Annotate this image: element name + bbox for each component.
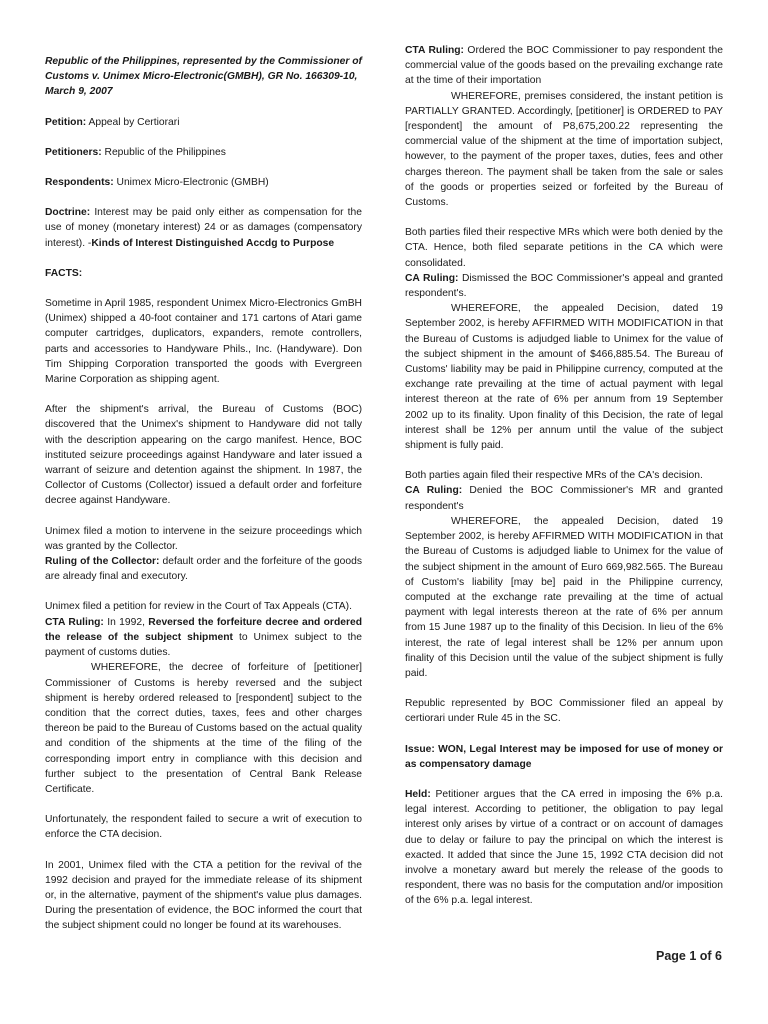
respondents-value: Unimex Micro-Electronic (GMBH) bbox=[113, 177, 269, 189]
cta-ruling-1-text-b: to Unimex subject to the payment of customs duties. bbox=[45, 631, 362, 659]
facts-paragraph-1: Sometime in April 1985, respondent Unimex Micro-Electronics GmBH (Unimex) shipped a 40-foot container and 171 cartons of Atari game computer cartridges, duplicators, expanders, remote controllers, parts and accessories to Handyware Phils., Inc. (Handyware). Don Tim Shipping Corporation transported the goods with Evergreen Marine Corporation as shipping agent. bbox=[45, 298, 362, 386]
issue-label: Issue: bbox=[405, 743, 435, 755]
left-column bbox=[45, 54, 362, 934]
ca-ruling-1 bbox=[405, 271, 723, 301]
facts-heading-text: FACTS: bbox=[45, 267, 83, 279]
ca-ruling-2-wherefore: WHEREFORE, the appealed Decision, dated 19 September 2002, is hereby AFFIRMED WITH MODIFICATION in that the Bureau of Customs is adjudged liable to Unimex for the value of the subject shipment in the amount of Euro 669,982.565. The Bureau of Custom's liability [may be] paid in the Philippine currency, computed at the exchange rate prevailing at the time of actual payment with legal interests thereon at the rate of 6% per annum from 15 June 1987 up to the finality of this Decision. In lieu of the 6% interest, the rate of legal interest shall be 12% per annum upon finality of this Decision until the value of the subject shipment is fully paid. bbox=[405, 515, 723, 679]
held-paragraph bbox=[405, 787, 723, 909]
page-number: Page 1 of 6 bbox=[656, 949, 722, 963]
cta-ruling-1-label: CTA Ruling: bbox=[45, 616, 104, 628]
ca-ruling-2 bbox=[405, 483, 723, 513]
collector-ruling bbox=[45, 554, 362, 584]
petitioners-label: Petitioners: bbox=[45, 146, 102, 158]
held-text: Petitioner argues that the CA erred in imposing the 6% p.a. legal interest. According to petitioner, the obligation to pay legal interest only arises by virtue of a contract or on account of damages due to delay or failure to pay the principal on which the interest is exacted. It added that since the June 15, 1992 CTA decision did not involve a monetary award but merely the release of the goods to respondent, there was no basis for the computation and/or imposition of the 6% p.a. legal interest. bbox=[405, 788, 723, 907]
cta-ruling-1-text-a: In 1992, bbox=[103, 616, 149, 628]
cta-ruling-1 bbox=[45, 615, 362, 661]
facts-paragraph-4: Unimex filed a petition for review in the Court of Tax Appeals (CTA). bbox=[45, 601, 352, 613]
issue-paragraph bbox=[405, 742, 723, 772]
ca-ruling-1-wherefore: WHEREFORE, the appealed Decision, dated 19 September 2002, is hereby AFFIRMED WITH MODIFICATION in that the Bureau of Customs is adjudged liable to Unimex for the value of the subject shipment in the amount of $466,885.54. The Bureau of Customs' liability may be paid in Philippine currency, computed at the exchange rate prevailing at the time of actual payment with legal interest thereon at the rate of 6% per annum from 19 September 2002 up to its finality. Upon finality of this Decision, the rate of legal interest shall be 12% per annum until the value of the subject shipment is fully paid. bbox=[405, 303, 723, 452]
doctrine-label: Doctrine: bbox=[45, 207, 91, 219]
petition-label: Petition: bbox=[45, 116, 87, 128]
issue-text: WON, Legal Interest may be imposed for use of money or as compensatory damage bbox=[405, 743, 723, 770]
cta-ruling-1-bold: Reversed the forfeiture decree and ordered the release of the subject shipment bbox=[45, 616, 362, 643]
case-title: Republic of the Philippines, represented by the Commissioner of Customs v. Unimex Micro-Electronic(GMBH), GR No. 166309-10, March 9, 2007 bbox=[45, 56, 362, 98]
right-column bbox=[405, 43, 723, 909]
facts-paragraph-3: Unimex filed a motion to intervene in the seizure proceedings which was granted by the Collector. bbox=[45, 525, 362, 552]
appeal-paragraph: Republic represented by BOC Commissioner filed an appeal by certiorari under Rule 45 in the SC. bbox=[405, 698, 723, 725]
cta-ruling-2 bbox=[405, 43, 723, 89]
doctrine-text: Interest may be paid only either as compensation for the use of money (monetary interest) 24 or as damages (compensatory interest). - bbox=[45, 207, 362, 249]
ca-ruling-2-text: Denied the BOC Commissioner's MR and granted respondent's bbox=[405, 485, 723, 512]
petitioners-line bbox=[45, 145, 362, 160]
mr-paragraph-1: Both parties filed their respective MRs which were both denied by the CTA. Hence, both filed separate petitions in the CA which were consolidated. bbox=[405, 227, 723, 269]
respondents-label: Respondents: bbox=[45, 177, 114, 189]
collector-label: Ruling of the Collector: bbox=[45, 556, 160, 568]
cta-ruling-2-label: CTA Ruling: bbox=[405, 45, 464, 56]
ca-ruling-1-label: CA Ruling: bbox=[405, 272, 459, 284]
petition-value: Appeal by Certiorari bbox=[86, 116, 180, 128]
doctrine-bold: Kinds of Interest Distinguished Accdg to Purpose bbox=[91, 237, 335, 249]
held-label: Held: bbox=[405, 788, 431, 800]
cta-ruling-2-text: Ordered the BOC Commissioner to pay respondent the commercial value of the goods based on the prevailing exchange rate at the time of their importation bbox=[405, 45, 723, 87]
doctrine-paragraph bbox=[45, 205, 362, 251]
cta-ruling-1-wherefore: WHEREFORE, the decree of forfeiture of [petitioner] Commissioner of Customs is hereby reversed and the subject shipment is hereby ordered released to [respondent] subject to the condition that the correct duties, taxes, fees and other charges thereon be paid to the Bureau of Customs based on the actual quality and condition of the shipments at the time of the filing of the corresponding import entry in compliance with this decision and further subject to the presentation of Central Bank Release Certificate. bbox=[45, 662, 362, 795]
facts-paragraph-2: After the shipment's arrival, the Bureau of Customs (BOC) discovered that the Unimex's shipment to Handyware did not tally with the description appearing on the cargo manifest. Hence, BOC instituted seizure proceedings against Handyware and later issued a warrant of seizure and detention against the shipment. In 1987, the Collector of Customs (Collector) issued a default order and forfeiture decree against Handyware. bbox=[45, 404, 362, 507]
facts-heading bbox=[45, 266, 362, 281]
facts-paragraph-6: In 2001, Unimex filed with the CTA a petition for the revival of the 1992 decision and prayed for the immediate release of its shipment or, in the alternative, payment of the shipment's value plus damages. During the presentation of evidence, the BOC informed the court that the subject shipment could no longer be found at its warehouses. bbox=[45, 859, 362, 932]
collector-text: default order and the forfeiture of the goods are already final and executory. bbox=[45, 556, 362, 583]
mr-paragraph-2: Both parties again filed their respective MRs of the CA's decision. bbox=[405, 470, 703, 482]
respondents-line bbox=[45, 175, 362, 190]
ca-ruling-2-label: CA Ruling: bbox=[405, 485, 463, 497]
ca-ruling-1-text: Dismissed the BOC Commissioner's appeal and granted respondent's. bbox=[405, 272, 724, 300]
cta-ruling-2-wherefore: WHEREFORE, premises considered, the instant petition is PARTIALLY GRANTED. Accordingly, [petitioner] is ORDERED to PAY [respondent] the amount of P8,675,200.22 representing the commercial value of the shipment at the time of importation subject, however, to the payment of the proper taxes, duties, fees and other charges thereon. The payment shall be taken from the sale or sales of the goods or properties seized or forfeited by the Bureau of Customs. bbox=[405, 90, 723, 209]
petitioners-value: Republic of the Philippines bbox=[101, 146, 226, 158]
facts-paragraph-5: Unfortunately, the respondent failed to secure a writ of execution to enforce the CTA decision. bbox=[45, 814, 362, 841]
petition-line bbox=[45, 115, 362, 130]
